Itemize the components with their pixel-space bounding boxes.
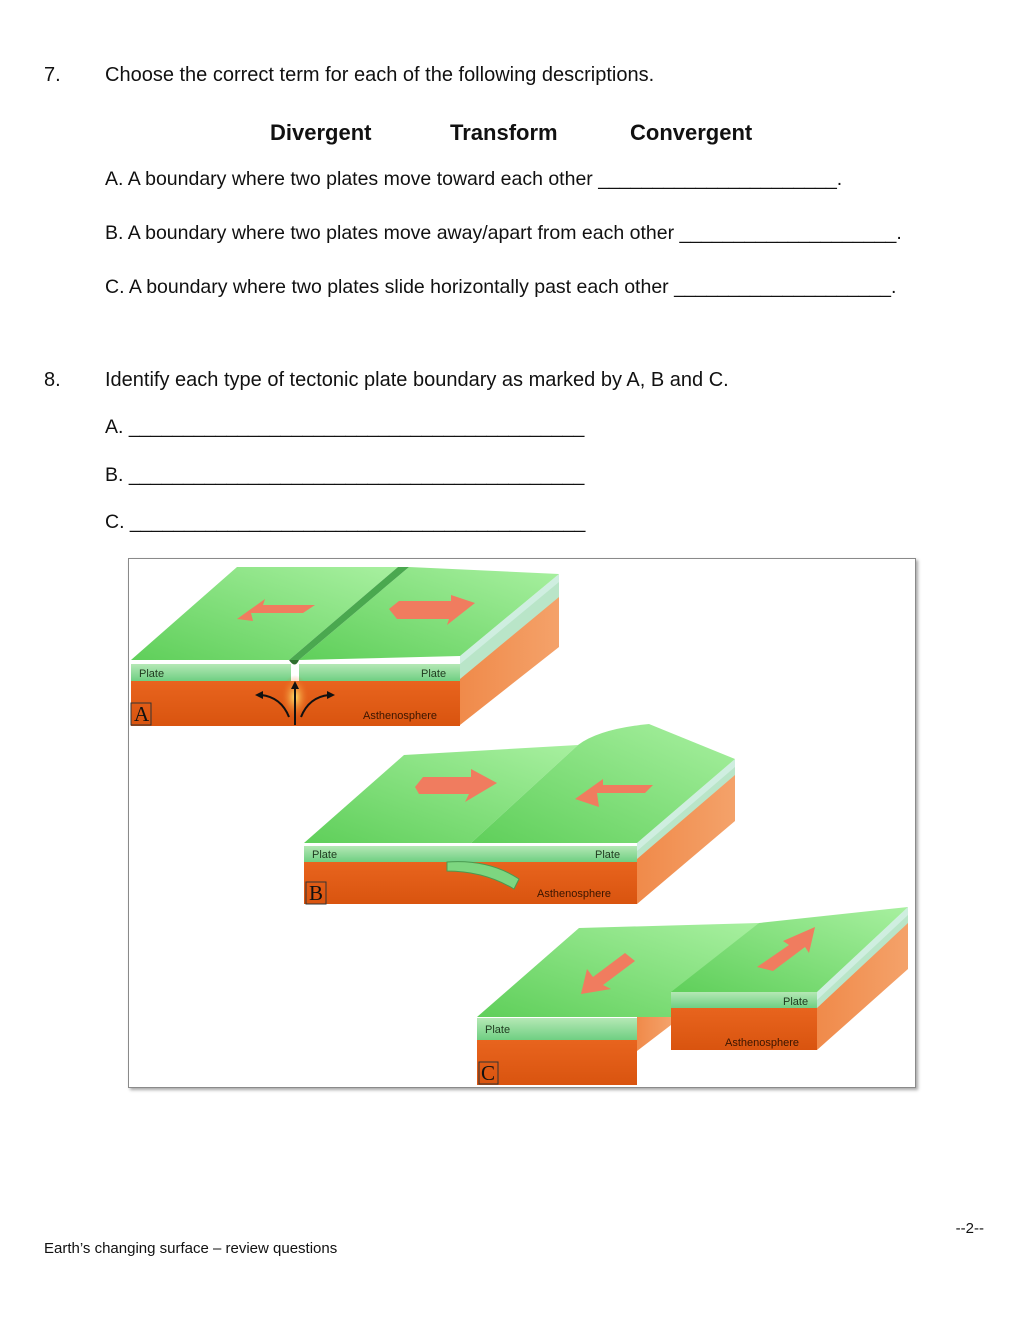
question-7-number: 7. xyxy=(44,64,61,86)
question-7-item-b: B. A boundary where two plates move away/apart from each other ____________________. xyxy=(105,222,902,244)
question-7-item-a: A. A boundary where two plates move toward each other ______________________. xyxy=(105,168,843,190)
diagram-a-plate-left-label: Plate xyxy=(139,668,165,680)
diagram-a-asthenosphere-label: Asthenosphere xyxy=(363,710,437,722)
footer-title: Earth’s changing surface – review questions xyxy=(44,1240,338,1257)
diagram-b-plate-left-label: Plate xyxy=(312,849,338,861)
plate-boundaries-svg xyxy=(129,559,915,1087)
question-8-prompt: Identify each type of tectonic plate boundary as marked by A, B and C. xyxy=(105,369,729,391)
question-7-prompt: Choose the correct term for each of the following descriptions. xyxy=(105,64,655,86)
diagram-c-asthenosphere-label: Asthenosphere xyxy=(725,1037,799,1049)
diagram-b-letter: B xyxy=(309,881,324,905)
diagram-a-plate-right-label: Plate xyxy=(421,668,447,680)
question-8-number: 8. xyxy=(44,369,61,391)
diagram-c-letter: C xyxy=(481,1061,496,1085)
diagram-c-plate-right-label: Plate xyxy=(783,996,809,1008)
diagram-a xyxy=(131,567,559,726)
question-8-answer-c: C. __________________________________________ xyxy=(105,511,586,533)
term-convergent: Convergent xyxy=(630,120,753,145)
plate-boundaries-figure xyxy=(128,558,916,1088)
diagram-b-plate-right-label: Plate xyxy=(595,849,621,861)
diagram-b-asthenosphere-label: Asthenosphere xyxy=(537,888,611,900)
term-transform: Transform xyxy=(450,120,558,145)
term-divergent: Divergent xyxy=(270,120,372,145)
question-8-answer-a: A. __________________________________________ xyxy=(105,416,585,438)
diagram-c xyxy=(477,907,908,1085)
page-number: --2-- xyxy=(955,1220,984,1237)
diagram-b xyxy=(304,724,735,905)
diagram-a-letter: A xyxy=(134,702,150,726)
diagram-c-plate-left-label: Plate xyxy=(485,1024,511,1036)
question-7-item-c: C. A boundary where two plates slide horizontally past each other ____________________. xyxy=(105,276,897,298)
question-8-answer-b: B. __________________________________________ xyxy=(105,464,585,486)
